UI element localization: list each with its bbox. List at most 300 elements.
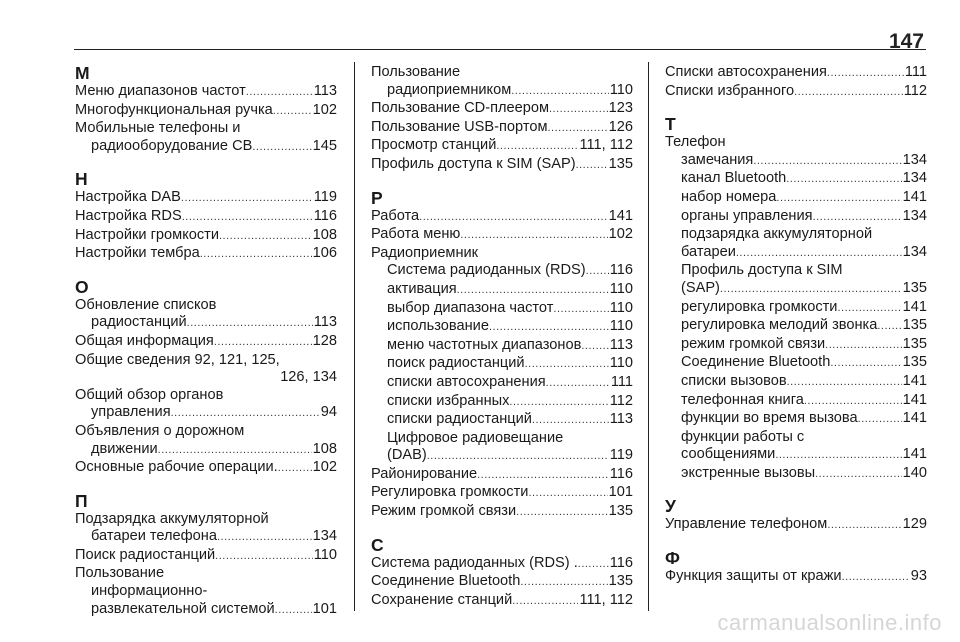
page-ref: 135 <box>608 503 633 520</box>
section-letter: Ф <box>665 548 680 569</box>
index-subentry <box>665 354 927 373</box>
entry-term: Объявления о дорожном <box>75 422 245 439</box>
page-ref: 102 <box>312 101 337 118</box>
page-ref: 141 <box>902 372 927 389</box>
entry-text: функции во время вызова <box>681 410 858 427</box>
page-ref: 141 <box>608 207 633 224</box>
entry-text: использование <box>387 318 489 335</box>
index-entry <box>75 459 337 478</box>
entry-text: Поиск радиостанций <box>75 546 216 563</box>
page-ref: 134 <box>312 528 337 545</box>
leader-dots <box>877 318 901 336</box>
watermark: carmanualsonline.info <box>717 610 942 635</box>
index-entry <box>75 333 337 352</box>
entry-term: функции работы с <box>681 428 805 445</box>
entry-text: Работа меню <box>371 226 461 243</box>
leader-dots <box>489 319 609 337</box>
entry-term: Общие сведения 92, 121, 125, <box>75 351 280 368</box>
index-column-1 <box>75 64 337 619</box>
entry-line <box>75 547 337 566</box>
entry-text: Режим громкой связи <box>371 503 517 520</box>
section-letter: С <box>371 534 384 555</box>
index-entry <box>665 134 927 152</box>
index-entry <box>75 547 337 566</box>
entry-term: Обновление списков <box>75 296 217 313</box>
entry-text: радиоприемником <box>387 81 512 98</box>
entry-term: Профиль доступа к SIM <box>681 262 843 279</box>
entry-line <box>665 465 927 484</box>
leader-dots <box>528 485 607 503</box>
entry-line <box>371 100 633 119</box>
entry-line <box>665 568 927 587</box>
leader-dots <box>720 281 902 299</box>
entry-line <box>371 337 633 356</box>
entry-text: режим громкой связи <box>681 335 826 352</box>
index-subentry <box>665 392 927 411</box>
page-ref: 111 <box>610 373 633 390</box>
page-ref: 111, 112 <box>579 591 633 608</box>
index-entry <box>371 484 633 503</box>
index-column-3 <box>665 64 927 587</box>
entry-text: меню частотных диапазонов <box>387 336 582 353</box>
index-entry <box>371 208 633 227</box>
entry-line <box>371 245 633 263</box>
entry-line <box>665 446 927 465</box>
index-subentry <box>665 152 927 171</box>
entry-line <box>665 354 927 373</box>
entry-text: Основные рабочие операции. <box>75 459 278 476</box>
page-ref: 110 <box>609 299 633 316</box>
page-ref: 108 <box>312 226 337 243</box>
index-entry <box>371 100 633 119</box>
page-ref: 102 <box>312 459 337 476</box>
leader-dots <box>273 103 312 121</box>
entry-line <box>665 516 927 535</box>
page-ref: 116 <box>609 554 633 571</box>
page-ref: 141 <box>902 410 927 427</box>
entry-line <box>75 459 337 478</box>
index-entry <box>371 245 633 263</box>
page-ref: 101 <box>312 600 337 617</box>
entry-text: поиск радиостанций <box>387 355 525 372</box>
entry-text: радиооборудование СВ <box>91 137 253 154</box>
leader-dots <box>460 227 607 245</box>
entry-text: регулировка мелодий звонка <box>681 317 878 334</box>
entry-term: Пользование <box>75 565 165 582</box>
page-ref: 113 <box>609 411 633 428</box>
page-ref: 111 <box>904 64 927 80</box>
index-entry <box>75 189 337 208</box>
entry-line <box>75 245 337 264</box>
entry-line <box>371 447 633 466</box>
leader-dots <box>586 263 609 281</box>
index-entry <box>75 83 337 102</box>
leader-dots <box>419 209 607 227</box>
entry-text: экстренные вызовы <box>681 464 816 481</box>
leader-dots <box>804 393 902 411</box>
leader-dots <box>825 337 901 355</box>
page-ref: 116 <box>609 262 633 279</box>
page-ref: 128 <box>312 332 337 349</box>
page-ref: 129 <box>902 516 927 533</box>
leader-dots <box>813 209 902 227</box>
entry-line <box>371 573 633 592</box>
leader-dots <box>830 355 901 373</box>
page-ref: 94 <box>320 404 337 421</box>
index-entry <box>371 555 633 574</box>
index-entry <box>371 503 633 522</box>
leader-dots <box>581 338 608 356</box>
index-subentry <box>371 337 633 356</box>
entry-text: Настройка DAB <box>75 189 181 206</box>
entry-line <box>371 82 633 101</box>
entry-text: батареи <box>681 243 736 260</box>
entry-text: сообщениями <box>681 446 776 463</box>
column-divider <box>648 62 649 611</box>
leader-dots <box>217 529 312 547</box>
entry-line <box>665 244 927 263</box>
entry-text: Списки автосохранения <box>665 64 827 80</box>
page-ref: 134 <box>902 207 927 224</box>
entry-text: Сохранение станций <box>371 591 513 608</box>
entry-line <box>371 300 633 319</box>
leader-dots <box>786 171 901 189</box>
entry-text: Пользование CD-плеером <box>371 100 549 117</box>
page-ref: 113 <box>313 83 337 99</box>
leader-dots <box>775 447 901 465</box>
entry-line <box>371 119 633 138</box>
entry-line <box>75 227 337 246</box>
index-entry <box>75 565 337 619</box>
entry-line <box>665 410 927 429</box>
index-subentry <box>665 410 927 429</box>
page-ref: 112 <box>903 82 927 99</box>
entry-line <box>371 503 633 522</box>
page-ref: 134 <box>902 170 927 187</box>
entry-line <box>371 411 633 430</box>
header-rule <box>74 49 926 50</box>
entry-term: Мобильные телефоны и <box>75 120 241 137</box>
entry-term: Цифровое радиовещание <box>387 429 564 446</box>
entry-line <box>75 208 337 227</box>
entry-term: Общий обзор органов <box>75 386 224 403</box>
entry-line <box>371 592 633 611</box>
leader-dots <box>525 356 609 374</box>
entry-text: активация <box>387 280 457 297</box>
entry-text: Телефон <box>665 134 726 151</box>
leader-dots <box>578 556 609 574</box>
entry-line <box>371 281 633 300</box>
entry-text: Настройка RDS <box>75 207 182 224</box>
entry-line <box>665 152 927 171</box>
index-subentry <box>371 393 633 412</box>
entry-text: Функция защиты от кражи <box>665 568 842 585</box>
entry-line <box>371 318 633 337</box>
index-entry <box>371 226 633 245</box>
entry-text: развлекательной системой <box>91 600 275 617</box>
entry-term: Подзарядка аккумуляторной <box>75 510 269 527</box>
leader-dots <box>219 228 312 246</box>
entry-line <box>665 189 927 208</box>
entry-text: списки избранных <box>387 392 510 409</box>
index-subentry <box>665 299 927 318</box>
section-letter: П <box>75 490 88 511</box>
entry-line <box>75 404 337 423</box>
index-subentry <box>371 374 633 393</box>
leader-dots <box>278 460 312 478</box>
entry-line <box>371 555 633 574</box>
entry-line <box>665 373 927 392</box>
page-ref: 111, 112 <box>579 137 633 154</box>
leader-dots <box>215 548 313 566</box>
entry-text: Управление телефоном <box>665 516 828 533</box>
index-column-2 <box>371 64 633 610</box>
entry-line <box>371 137 633 156</box>
page-ref: 101 <box>608 484 633 501</box>
entry-line <box>665 299 927 318</box>
index-entry <box>371 119 633 138</box>
entry-line <box>75 189 337 208</box>
entry-line <box>75 528 337 547</box>
entry-text: батареи телефона <box>91 528 217 545</box>
leader-dots <box>546 375 610 393</box>
leader-dots <box>182 209 313 227</box>
leader-dots <box>520 574 607 592</box>
index-entry <box>75 208 337 227</box>
entry-pages: 126, 134 <box>280 369 337 386</box>
page-number: 147 <box>888 30 924 53</box>
entry-text: Пользование USB-портом <box>371 118 548 135</box>
leader-dots <box>496 138 578 156</box>
page-ref: 141 <box>902 188 927 205</box>
section-letter: М <box>75 63 90 83</box>
index-subentry <box>371 355 633 374</box>
entry-text: Районирование <box>371 465 478 482</box>
leader-dots <box>837 300 901 318</box>
entry-line <box>371 374 633 393</box>
index-entry <box>371 466 633 485</box>
entry-text: Многофункциональная ручка <box>75 101 273 118</box>
page-ref: 141 <box>902 391 927 408</box>
leader-dots <box>753 153 901 171</box>
page-ref: 126 <box>608 118 633 135</box>
entry-text: выбор диапазона частот <box>387 299 554 316</box>
page-ref: 141 <box>902 298 927 315</box>
leader-dots <box>427 448 609 466</box>
leader-dots <box>794 84 903 102</box>
entry-text: Общая информация <box>75 332 214 349</box>
entry-line <box>371 466 633 485</box>
entry-line <box>371 393 633 412</box>
leader-dots <box>275 602 312 620</box>
index-entry <box>75 423 337 459</box>
index-subentry <box>665 170 927 189</box>
entry-line <box>665 280 927 299</box>
leader-dots <box>516 504 608 522</box>
entry-line <box>75 102 337 121</box>
page-ref: 135 <box>902 354 927 371</box>
entry-text: Меню диапазонов частот <box>75 83 246 99</box>
page-ref: 141 <box>902 446 927 463</box>
leader-dots <box>214 334 312 352</box>
section-letter: Н <box>75 169 88 190</box>
page-ref: 110 <box>313 546 337 563</box>
entry-line <box>371 355 633 374</box>
page-ref: 110 <box>609 355 633 372</box>
entry-text: списки радиостанций <box>387 411 532 428</box>
leader-dots <box>509 394 608 412</box>
index-subentry <box>665 373 927 392</box>
index-entry <box>75 387 337 423</box>
page-ref: 110 <box>609 81 633 98</box>
entry-line <box>665 336 927 355</box>
leader-dots <box>576 157 608 175</box>
page-ref: 134 <box>902 151 927 168</box>
leader-dots <box>187 315 313 333</box>
entry-text: Списки избранного <box>665 82 795 99</box>
leader-dots <box>858 411 902 429</box>
entry-text: движении <box>91 440 158 457</box>
index-entry <box>665 568 927 587</box>
entry-text: замечания <box>681 151 754 168</box>
entry-line <box>75 441 337 460</box>
entry-text: набор номера <box>681 188 777 205</box>
entry-line <box>665 208 927 227</box>
index-subentry <box>665 262 927 298</box>
page-ref: 140 <box>902 464 927 481</box>
page-ref: 110 <box>609 318 633 335</box>
entry-line <box>75 314 337 333</box>
leader-dots <box>158 442 312 460</box>
entry-text: (SAP) <box>681 279 720 296</box>
leader-dots <box>171 405 320 423</box>
entry-text: Система радиоданных (RDS) <box>387 262 586 279</box>
leader-dots <box>246 84 313 102</box>
index-subentry <box>371 281 633 300</box>
page-ref: 113 <box>313 314 337 331</box>
entry-text: Соединение Bluetooth <box>681 354 831 371</box>
entry-line <box>75 601 337 620</box>
entry-term-continued: информационно- <box>91 583 208 600</box>
index-subentry <box>665 465 927 484</box>
entry-text: телефонная книга <box>681 391 804 408</box>
entry-text: радиостанций <box>91 314 187 331</box>
page-ref: 135 <box>608 573 633 590</box>
entry-text: (DAB) <box>387 447 427 464</box>
leader-dots <box>532 412 609 430</box>
entry-line <box>665 317 927 336</box>
index-subentry <box>371 262 633 281</box>
entry-line <box>75 333 337 352</box>
leader-dots <box>477 467 609 485</box>
entry-line <box>371 226 633 245</box>
entry-line <box>665 134 927 152</box>
page-ref: 108 <box>312 440 337 457</box>
entry-text: Профиль доступа к SIM (SAP) <box>371 155 576 172</box>
entry-text: Соединение Bluetooth <box>371 573 521 590</box>
section-letter: О <box>75 276 89 297</box>
entry-text: канал Bluetooth <box>681 170 787 187</box>
index-entry <box>75 227 337 246</box>
leader-dots <box>511 83 608 101</box>
page-ref: 145 <box>312 137 337 154</box>
entry-line <box>371 484 633 503</box>
page-ref: 123 <box>608 100 633 117</box>
leader-dots <box>842 569 910 587</box>
index-subentry <box>371 411 633 430</box>
leader-dots <box>776 190 901 208</box>
index-subentry <box>665 208 927 227</box>
index-entry <box>371 137 633 156</box>
entry-line <box>665 170 927 189</box>
column-divider <box>354 62 355 611</box>
index-entry <box>371 64 633 100</box>
leader-dots <box>736 245 902 263</box>
page-ref: 106 <box>312 245 337 262</box>
entry-text: Система радиоданных (RDS) . <box>371 554 578 571</box>
page-ref: 135 <box>608 155 633 172</box>
index-entry <box>665 516 927 535</box>
index-subentry <box>371 300 633 319</box>
entry-text: Радиоприемник <box>371 244 479 261</box>
entry-text: Регулировка громкости <box>371 484 529 501</box>
entry-term: подзарядка аккумуляторной <box>681 226 873 243</box>
entry-text: Настройки тембра <box>75 245 200 262</box>
entry-text: Работа <box>371 207 420 224</box>
index-entry <box>75 120 337 156</box>
entry-text: органы управления <box>681 207 813 224</box>
page-ref: 135 <box>902 317 927 334</box>
page-ref: 102 <box>608 226 633 243</box>
section-letter: Р <box>371 187 383 208</box>
leader-dots <box>181 190 313 208</box>
leader-dots <box>457 282 609 300</box>
leader-dots <box>815 466 902 484</box>
entry-text: управления <box>91 404 171 421</box>
index-subentry <box>665 317 927 336</box>
entry-line <box>75 138 337 157</box>
index-entry <box>75 511 337 547</box>
entry-text: Настройки громкости <box>75 226 219 243</box>
leader-dots <box>787 374 902 392</box>
page-ref: 116 <box>313 207 337 224</box>
entry-line <box>665 83 927 102</box>
leader-dots <box>549 101 608 119</box>
page-ref: 113 <box>609 336 633 353</box>
index-entry <box>75 245 337 264</box>
entry-text: Просмотр станций <box>371 137 497 154</box>
index-subentry <box>665 336 927 355</box>
entry-text: списки вызовов <box>681 372 787 389</box>
page-ref: 116 <box>609 465 633 482</box>
entry-text: регулировка громкости <box>681 298 838 315</box>
section-letter: У <box>665 496 676 517</box>
leader-dots <box>827 65 904 83</box>
entry-line <box>371 208 633 227</box>
index-subentry <box>371 318 633 337</box>
entry-text: списки автосохранения <box>387 373 546 390</box>
page-ref: 135 <box>902 279 927 296</box>
index-entry <box>371 592 633 611</box>
index-entry <box>371 573 633 592</box>
page-ref: 112 <box>609 392 633 409</box>
leader-dots <box>548 120 608 138</box>
index-entry <box>75 102 337 121</box>
leader-dots <box>827 517 901 535</box>
entry-line <box>665 64 927 83</box>
page-ref: 135 <box>902 335 927 352</box>
leader-dots <box>553 301 608 319</box>
